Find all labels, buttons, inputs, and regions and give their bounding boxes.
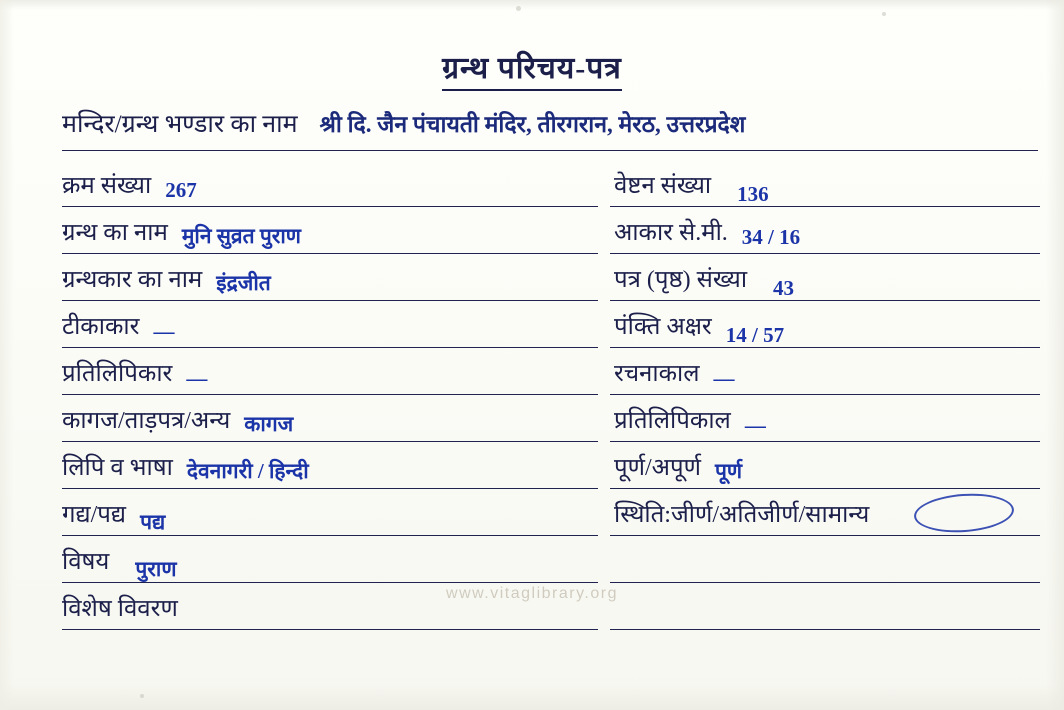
field-row bbox=[62, 489, 1040, 536]
field-label: पत्र (पृष्ठ) संख्या bbox=[614, 267, 748, 293]
field-value: पुराण bbox=[135, 557, 177, 581]
field-cell-right bbox=[610, 348, 1040, 395]
field-row bbox=[62, 254, 1040, 301]
field-cell-right bbox=[610, 395, 1040, 442]
field-label: आकार से.मी. bbox=[614, 220, 728, 246]
field-row bbox=[62, 395, 1040, 442]
temple-name-rule bbox=[62, 150, 1038, 151]
field-label: पूर्ण/अपूर्ण bbox=[614, 455, 701, 481]
field-label: प्रतिलिपिकाल bbox=[614, 408, 731, 434]
paper-edge-left bbox=[0, 0, 14, 710]
field-cell-left bbox=[62, 301, 610, 348]
field-cell-left bbox=[62, 207, 610, 254]
field-cell-left bbox=[62, 254, 610, 301]
field-label: विषय bbox=[62, 549, 110, 575]
page-title bbox=[0, 46, 1064, 91]
field-label: पंक्ति अक्षर bbox=[614, 314, 712, 340]
field-cell-left bbox=[62, 489, 610, 536]
field-row bbox=[62, 536, 1040, 583]
field-value: पद्य bbox=[140, 510, 166, 534]
temple-name-label: मन्दिर/ग्रन्थ भण्डार का नाम bbox=[62, 111, 298, 138]
field-value: 43 bbox=[773, 276, 795, 300]
field-cell-right bbox=[610, 160, 1040, 207]
field-label: प्रतिलिपिकार bbox=[62, 361, 173, 387]
field-label: रचनाकाल bbox=[614, 361, 700, 387]
field-cell-right bbox=[610, 301, 1040, 348]
field-value: कागज bbox=[244, 412, 294, 436]
paper-speck bbox=[516, 6, 521, 11]
field-value: पूर्ण bbox=[714, 459, 743, 483]
field-cell-left bbox=[62, 442, 610, 489]
page-title-text: ग्रन्थ परिचय-पत्र bbox=[442, 46, 622, 91]
field-row bbox=[62, 348, 1040, 395]
field-cell-left bbox=[62, 395, 610, 442]
temple-name-row bbox=[62, 106, 1036, 140]
field-cell-right bbox=[610, 207, 1040, 254]
paper-edge-bottom bbox=[0, 684, 1064, 710]
field-cell-left bbox=[62, 536, 610, 583]
field-label: स्थिति:जीर्ण/अतिजीर्ण/सामान्य bbox=[614, 502, 870, 528]
field-value: 34 / 16 bbox=[741, 225, 801, 249]
field-value: देवनागरी / हिन्दी bbox=[186, 459, 309, 483]
field-value: — bbox=[744, 413, 766, 437]
paper-speck bbox=[882, 12, 886, 16]
field-label: ग्रन्थकार का नाम bbox=[62, 267, 203, 293]
field-row bbox=[62, 207, 1040, 254]
field-value: 14 / 57 bbox=[725, 323, 785, 347]
fields-grid bbox=[62, 160, 1040, 630]
field-label: क्रम संख्या bbox=[62, 173, 152, 199]
field-value: 267 bbox=[165, 178, 197, 202]
field-value: मुनि सुव्रत पुराण bbox=[181, 224, 301, 248]
field-cell-right bbox=[610, 583, 1040, 630]
field-label: लिपि व भाषा bbox=[62, 455, 173, 481]
field-value: — bbox=[186, 366, 208, 390]
field-cell-right bbox=[610, 489, 1040, 536]
field-row bbox=[62, 160, 1040, 207]
watermark: www.vitaglibrary.org bbox=[446, 585, 618, 602]
field-label: टीकाकार bbox=[62, 314, 140, 340]
field-cell-left bbox=[62, 348, 610, 395]
field-label: कागज/ताड़पत्र/अन्य bbox=[62, 408, 231, 434]
field-row bbox=[62, 301, 1040, 348]
field-cell-right bbox=[610, 536, 1040, 583]
paper-edge-right bbox=[1046, 0, 1064, 710]
field-value: 136 bbox=[737, 182, 769, 206]
field-rule bbox=[610, 629, 1040, 630]
field-cell-left bbox=[62, 160, 610, 207]
field-cell-right bbox=[610, 442, 1040, 489]
condition-circle-mark bbox=[913, 491, 1015, 536]
paper-edge-top bbox=[0, 0, 1064, 10]
field-label: ग्रन्थ का नाम bbox=[62, 220, 168, 246]
paper-speck bbox=[140, 694, 144, 698]
field-label: गद्य/पद्य bbox=[62, 502, 127, 528]
field-value: इंद्रजीत bbox=[216, 271, 271, 295]
field-value: — bbox=[153, 319, 175, 343]
temple-name-value: श्री दि. जैन पंचायती मंदिर, तीरगरान, मेरठ, उत्तरप्रदेश bbox=[319, 112, 746, 137]
field-label: वेष्टन संख्या bbox=[614, 173, 712, 199]
field-row bbox=[62, 442, 1040, 489]
field-rule bbox=[62, 629, 598, 630]
field-cell-right bbox=[610, 254, 1040, 301]
field-value: — bbox=[713, 366, 735, 390]
field-label: विशेष विवरण bbox=[62, 596, 178, 622]
